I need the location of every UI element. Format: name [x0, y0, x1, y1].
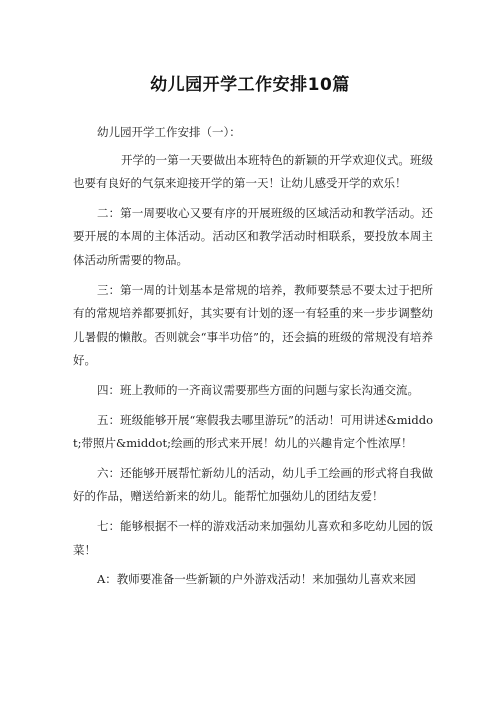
section-heading: 幼儿园开学工作安排（一）：: [97, 125, 241, 139]
paragraph-5: 五：班级能够开展“寒假我去哪里游玩”的活动！可用讲述&middot;带照片&middot;绘画的形式来开展！幼儿的兴趣肯定个性浓厚！: [73, 412, 433, 451]
paragraph-7: 七：能够根据不一样的游戏活动来加强幼儿喜欢和多吃幼儿园的饭菜！: [73, 518, 433, 557]
paragraph-6: 六：还能够开展帮忙新幼儿的活动，幼儿手工绘画的形式将自我做好的作品，赠送给新来的幼儿。能帮忙加强幼儿的团结友爱！: [73, 465, 433, 504]
paragraph-1: 开学的一第一天要做出本班特色的新颖的开学欢迎仪式。班级也要有良好的气氛来迎接开学的第一天！让幼儿感受开学的欢乐！: [73, 152, 433, 191]
document-body: [73, 121, 433, 592]
paragraph-8: A：教师要准备一些新颖的户外游戏活动！来加强幼儿喜欢来园: [97, 572, 416, 587]
document-title: 幼儿园开学工作安排10篇: [150, 75, 350, 95]
paragraph-2: 二：第一周要收心又要有序的开展班级的区域活动和教学活动。还要开展的本周的主体活动。活动区和教学活动时相联系，要投放本周主体活动所需要的物品。: [73, 205, 433, 267]
paragraph-4: 四：班上教师的一齐商议需要那些方面的问题与家长沟通交流。: [97, 382, 419, 397]
paragraph-3: 三：第一周的计划基本是常规的培养，教师要禁忌不要太过于把所有的常规培养都要抓好，其实要有计划的逐一有轻重的来一步步调整幼儿暑假的懒散。否则就会“事半功倍”的，还会搞的班级的常规没有培养好。: [73, 282, 433, 368]
